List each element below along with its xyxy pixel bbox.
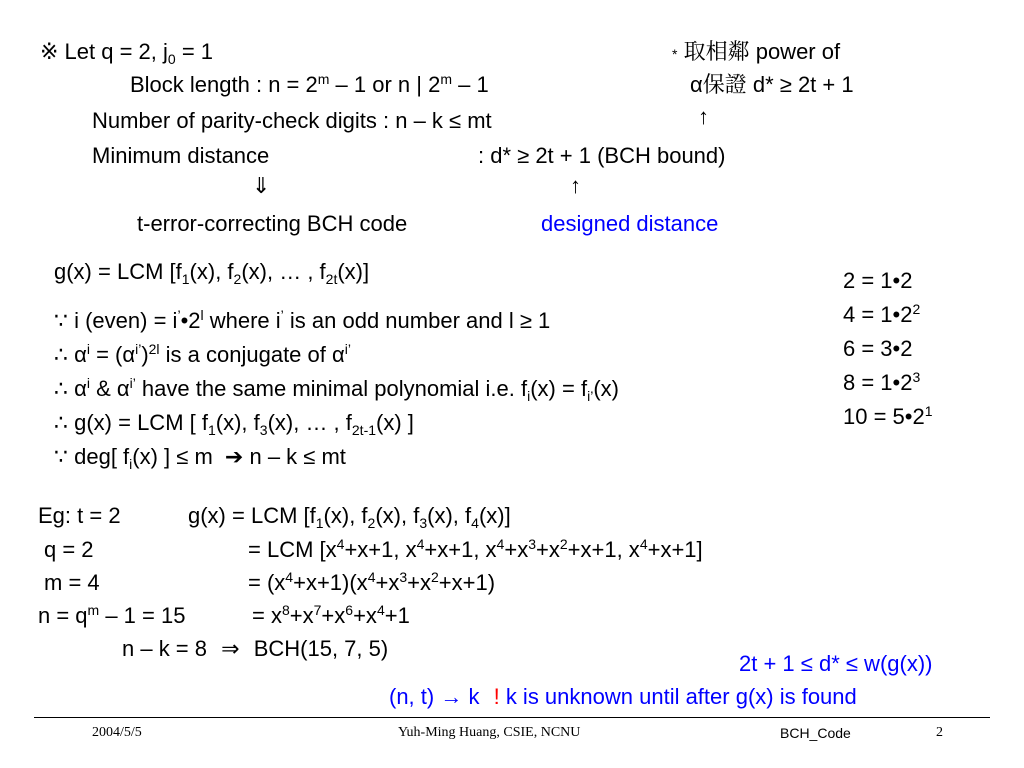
e1-s4: 4 (471, 515, 479, 531)
e2-s1: 4 (336, 536, 345, 552)
example-line-3b (248, 570, 495, 596)
example-line-2b (248, 537, 703, 563)
e2-s5: 2 (559, 536, 568, 552)
gx-s3: 2t (325, 271, 338, 287)
bound-note: 2t + 1 ≤ d* ≤ w(g(x)) (739, 651, 933, 676)
n2-a: (n, t) → k (389, 684, 480, 709)
block-sup1: m (317, 71, 330, 87)
note-d: d* ≥ 2t + 1 (746, 72, 854, 97)
p4-a: ∴ g(x) = LCM [ f (54, 410, 208, 435)
p1-s1: ’ (177, 307, 181, 323)
let-text: ※ Let q = 2, j (40, 39, 168, 64)
proof-line-3 (54, 376, 619, 402)
proof-line-1 (54, 308, 550, 334)
let-line (40, 39, 213, 65)
footer-divider (34, 717, 990, 718)
e2-s2: 4 (416, 536, 425, 552)
e2-e: +x (504, 537, 529, 562)
unknown-k-note (389, 684, 857, 710)
example-line-4a (38, 603, 185, 629)
p2-b: = (α (89, 342, 136, 367)
e2-b: = LCM [x (248, 537, 337, 562)
n2-b: k is unknown until after g(x) is found (499, 684, 857, 709)
gx-d: (x)] (337, 259, 370, 284)
let-suffix: = 1 (175, 39, 214, 64)
p4-b: (x), f (215, 410, 260, 435)
p4-s2: 3 (259, 422, 268, 438)
p2-d: is a conjugate of α (159, 342, 345, 367)
note-line-2 (690, 72, 854, 98)
e1-s1: 1 (315, 515, 324, 531)
note-star: * (672, 46, 678, 62)
note-alpha: α (690, 72, 703, 97)
p2-a: ∴ α (54, 342, 87, 367)
let-sub: 0 (167, 51, 176, 67)
p3-s4: i’ (587, 388, 594, 404)
e2-s3: 4 (496, 536, 505, 552)
footer-page: 2 (936, 725, 943, 740)
p5-a: ∵ deg[ f (54, 444, 130, 469)
note-power: power of (749, 39, 841, 64)
e4-g: +1 (384, 603, 410, 628)
block-sup2: m (440, 71, 452, 87)
p1-b: •2 (180, 308, 201, 333)
e3-c: +x+1)(x (293, 570, 368, 595)
p3-c: have the same minimal polynomial i.e. f (135, 376, 528, 401)
e1-e: (x), f (427, 503, 472, 528)
proof-line-2 (54, 342, 351, 368)
e1-b: g(x) = LCM [f (188, 503, 316, 528)
e4-e: +x (321, 603, 346, 628)
side-r5-a: 10 = 5•2 (843, 404, 925, 429)
side-r5-s: 1 (924, 403, 933, 419)
p3-b: & α (89, 376, 130, 401)
side-row-4 (843, 370, 920, 396)
right-arrow-icon: ➔ (224, 444, 244, 469)
e1-d: (x), f (375, 503, 420, 528)
block-mid: – 1 or n | 2 (329, 72, 441, 97)
p1-s3: ’ (280, 307, 284, 323)
p4-c: (x), … , f (267, 410, 352, 435)
p5-b: (x) ] ≤ m (132, 444, 213, 469)
parity-line: Number of parity-check digits : n – k ≤ mt (92, 108, 492, 133)
block-length-line (130, 72, 489, 98)
side-row-3: 6 = 3•2 (843, 336, 913, 361)
e4-b: – 1 = 15 (99, 603, 186, 628)
side-r2-a: 4 = 1•2 (843, 302, 913, 327)
p4-d: (x) ] (376, 410, 414, 435)
example-line-2a: q = 2 (44, 537, 94, 562)
note-cn2: 保證 (702, 72, 747, 97)
p3-a: ∴ α (54, 376, 87, 401)
e3-e: +x (407, 570, 431, 595)
p3-s3: i (527, 388, 531, 404)
e4-a: n = q (38, 603, 88, 628)
p2-s3: 2l (148, 341, 160, 357)
e3-d: +x (375, 570, 400, 595)
side-r4-a: 8 = 1•2 (843, 370, 913, 395)
p2-s1: i (86, 341, 90, 357)
p3-s2: i’ (129, 375, 136, 391)
e3-s2: 4 (367, 569, 376, 585)
footer-topic: BCH_Code (780, 725, 851, 741)
e5-b: BCH(15, 7, 5) (253, 636, 389, 661)
e3-f: +x+1) (438, 570, 496, 595)
p2-s4: i’ (344, 341, 351, 357)
e3-s4: 2 (431, 569, 439, 585)
e4-c: = x (252, 603, 282, 628)
e1-f: (x)] (478, 503, 511, 528)
proof-line-4 (54, 410, 414, 436)
e5-a: n – k = 8 (122, 636, 208, 661)
p1-s2: l (200, 307, 204, 323)
footer-author: Yuh-Ming Huang, CSIE, NCNU (398, 725, 581, 740)
p1-c: where i (203, 308, 281, 333)
e2-f: +x (536, 537, 560, 562)
e4-f: +x (353, 603, 377, 628)
p4-s1: 1 (207, 422, 216, 438)
e4-s3: 7 (313, 602, 322, 618)
footer-date: 2004/5/5 (92, 725, 142, 740)
gx-definition (54, 259, 369, 285)
e3-b: = (x (248, 570, 286, 595)
p3-d: (x) = f (530, 376, 588, 401)
exclamation-mark: ! (493, 684, 500, 709)
gx-s2: 2 (233, 271, 242, 287)
e3-s3: 3 (399, 569, 408, 585)
p1-a: ∵ i (even) = i (54, 308, 178, 333)
e2-s6: 4 (639, 536, 648, 552)
p2-s2: i’ (135, 341, 142, 357)
min-distance-value: : d* ≥ 2t + 1 (BCH bound) (478, 143, 726, 168)
block-suffix: – 1 (451, 72, 489, 97)
block-prefix: Block length : n = 2 (130, 72, 318, 97)
side-row-1: 2 = 1•2 (843, 268, 913, 293)
e1-s3: 3 (419, 515, 428, 531)
example-line-5 (122, 636, 388, 662)
p4-s3: 2t-1 (351, 422, 377, 438)
designed-distance-label: designed distance (541, 211, 719, 236)
p2-c: ) (141, 342, 149, 367)
side-row-5 (843, 404, 933, 430)
e4-s4: 6 (345, 602, 354, 618)
side-r4-s: 3 (912, 369, 921, 385)
example-line-3a: m = 4 (44, 570, 100, 595)
e2-d: +x+1, x (424, 537, 497, 562)
gx-c: (x), … , f (241, 259, 326, 284)
p3-e: (x) (593, 376, 619, 401)
bch-code-label: t-error-correcting BCH code (137, 211, 408, 236)
gx-s1: 1 (181, 271, 190, 287)
e2-h: +x+1] (647, 537, 703, 562)
min-distance-label: Minimum distance (92, 143, 270, 168)
e2-c: +x+1, x (344, 537, 417, 562)
side-row-2 (843, 302, 920, 328)
p5-s1: i (129, 456, 133, 472)
p5-c: n – k ≤ mt (243, 444, 346, 469)
e4-d: +x (289, 603, 314, 628)
e2-s4: 3 (528, 536, 536, 552)
e3-s1: 4 (285, 569, 294, 585)
note-up-arrow: ↑ (698, 104, 709, 129)
p1-d: is an odd number and l ≥ 1 (283, 308, 551, 333)
e2-g: +x+1, x (567, 537, 640, 562)
e1-c: (x), f (323, 503, 368, 528)
example-line-1b (188, 503, 511, 529)
up-arrow: ↑ (570, 173, 581, 198)
implies-icon: ⇒ (221, 636, 240, 661)
note-cn1: 取相鄰 (683, 39, 750, 64)
side-r2-s: 2 (912, 301, 921, 317)
proof-line-5 (54, 444, 346, 470)
example-line-1a: Eg: t = 2 (38, 503, 121, 528)
p3-s1: i (86, 375, 90, 391)
note-line-1 (672, 39, 840, 67)
e4-s1: m (87, 602, 100, 618)
implies-arrow: ⇓ (252, 173, 271, 198)
gx-a: g(x) = LCM [f (54, 259, 182, 284)
e1-s2: 2 (367, 515, 376, 531)
e4-s5: 4 (376, 602, 385, 618)
gx-b: (x), f (189, 259, 234, 284)
e4-s2: 8 (281, 602, 290, 618)
example-line-4b (252, 603, 410, 629)
